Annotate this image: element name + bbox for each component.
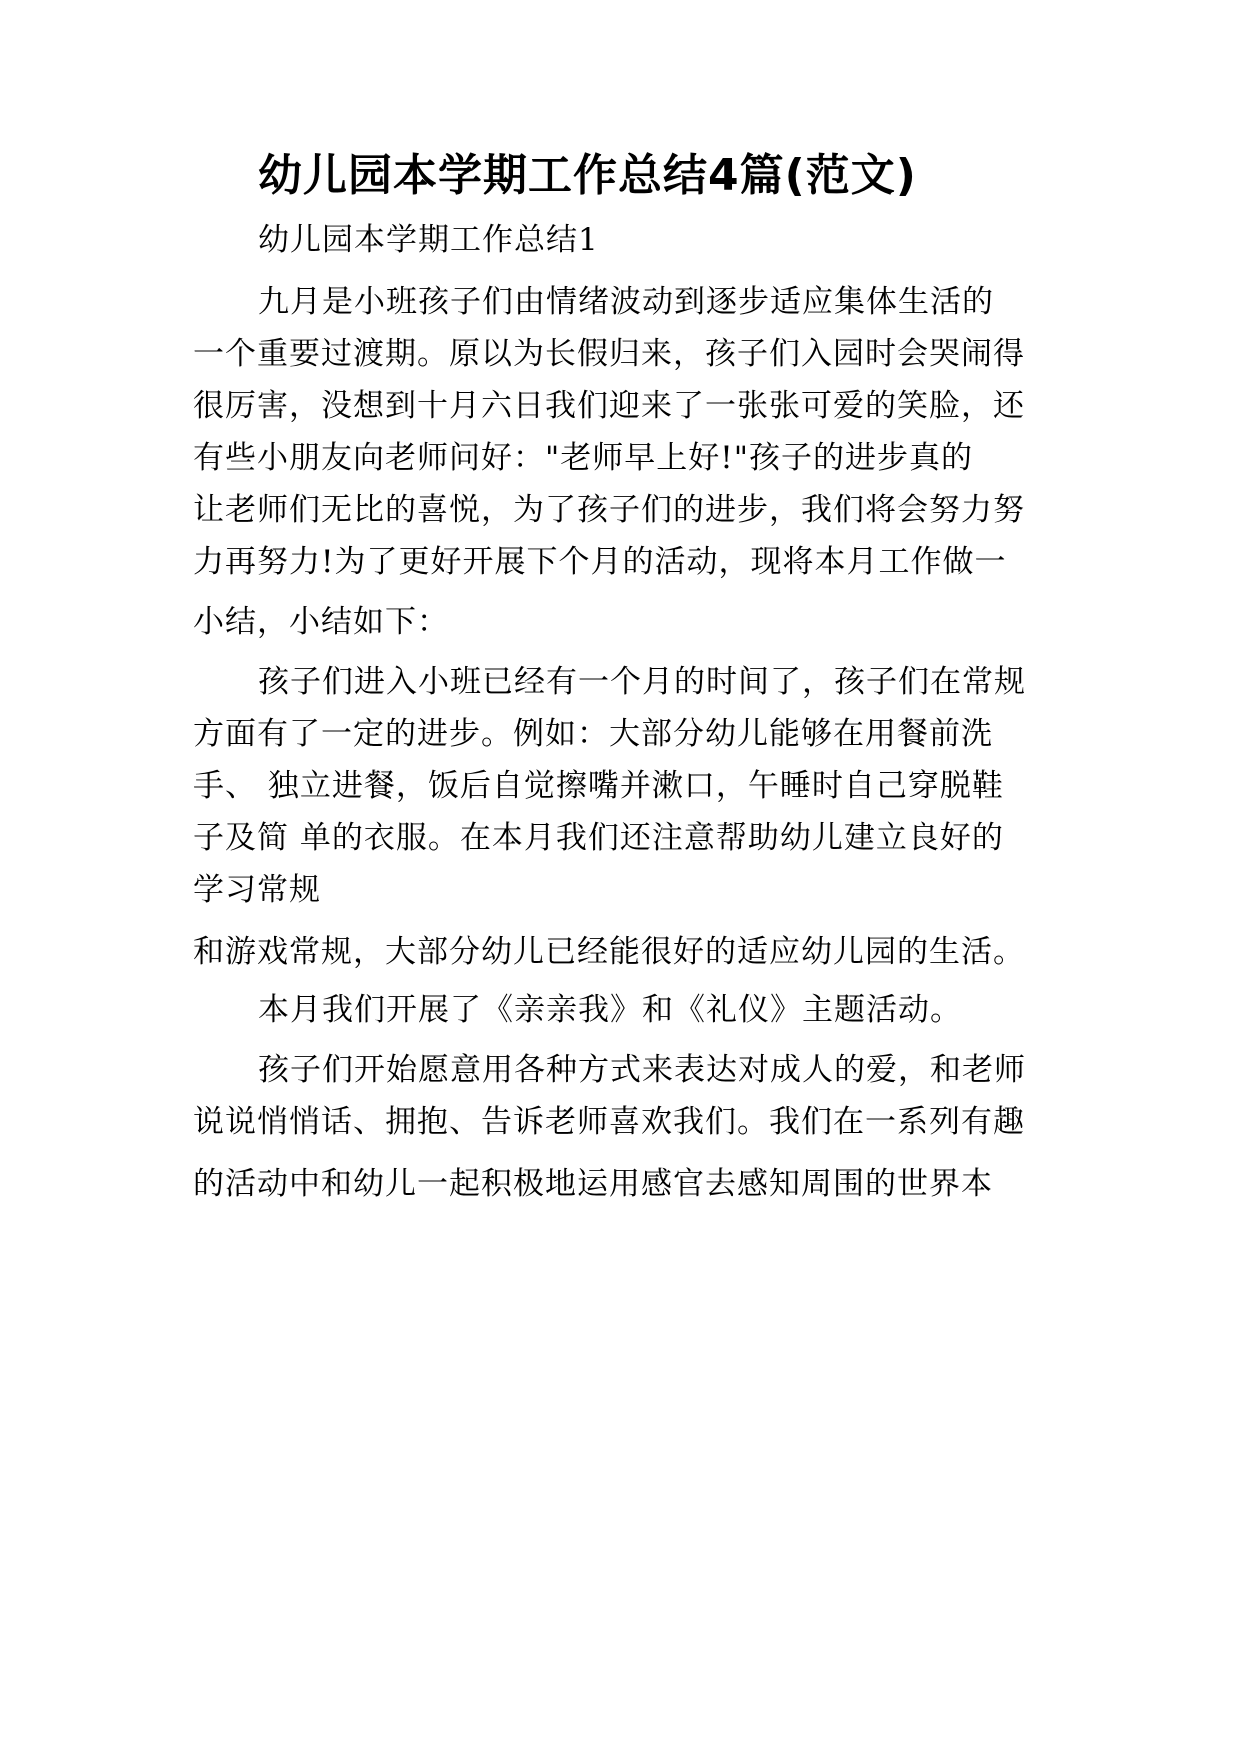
text-line: 一个重要过渡期。原以为长假归来，孩子们入园时会哭闹得 (193, 336, 1025, 372)
text-line: 九月是小班孩子们由情绪波动到逐步适应集体生活的 (258, 284, 994, 320)
text-line: 说说悄悄话、拥抱、告诉老师喜欢我们。我们在一系列有趣 (193, 1104, 1025, 1140)
text-line: 本月我们开展了《亲亲我》和《礼仪》主题活动。 (258, 992, 962, 1028)
text-line: 子及简 单的衣服。在本月我们还注意帮助幼儿建立良好的 (193, 820, 1004, 856)
text-line: 孩子们开始愿意用各种方式来表达对成人的爱，和老师 (258, 1052, 1026, 1088)
text-line: 力再努力!为了更好开展下个月的活动，现将本月工作做一 (193, 544, 1007, 580)
text-line: 学习常规 (193, 872, 321, 908)
text-line: 的活动中和幼儿一起积极地运用感官去感知周围的世界本 (193, 1166, 993, 1202)
text-line: 让老师们无比的喜悦，为了孩子们的进步，我们将会努力努 (193, 492, 1025, 528)
text-line: 很厉害，没想到十月六日我们迎来了一张张可爱的笑脸，还 (193, 388, 1025, 424)
text-line: 有些小朋友向老师问好："老师早上好!"孩子的进步真的 (193, 440, 973, 476)
text-line: 和游戏常规，大部分幼儿已经能很好的适应幼儿园的生活。 (193, 934, 1025, 970)
section-heading: 幼儿园本学期工作总结1 (258, 222, 599, 258)
text-line: 方面有了一定的进步。例如：大部分幼儿能够在用餐前洗 (193, 716, 993, 752)
text-line: 孩子们进入小班已经有一个月的时间了，孩子们在常规 (258, 664, 1026, 700)
text-line: 小结，小结如下： (193, 604, 449, 640)
document-title: 幼儿园本学期工作总结4篇(范文) (258, 150, 917, 201)
text-line: 手、 独立进餐，饭后自觉擦嘴并漱口，午睡时自己穿脱鞋 (193, 768, 1004, 804)
